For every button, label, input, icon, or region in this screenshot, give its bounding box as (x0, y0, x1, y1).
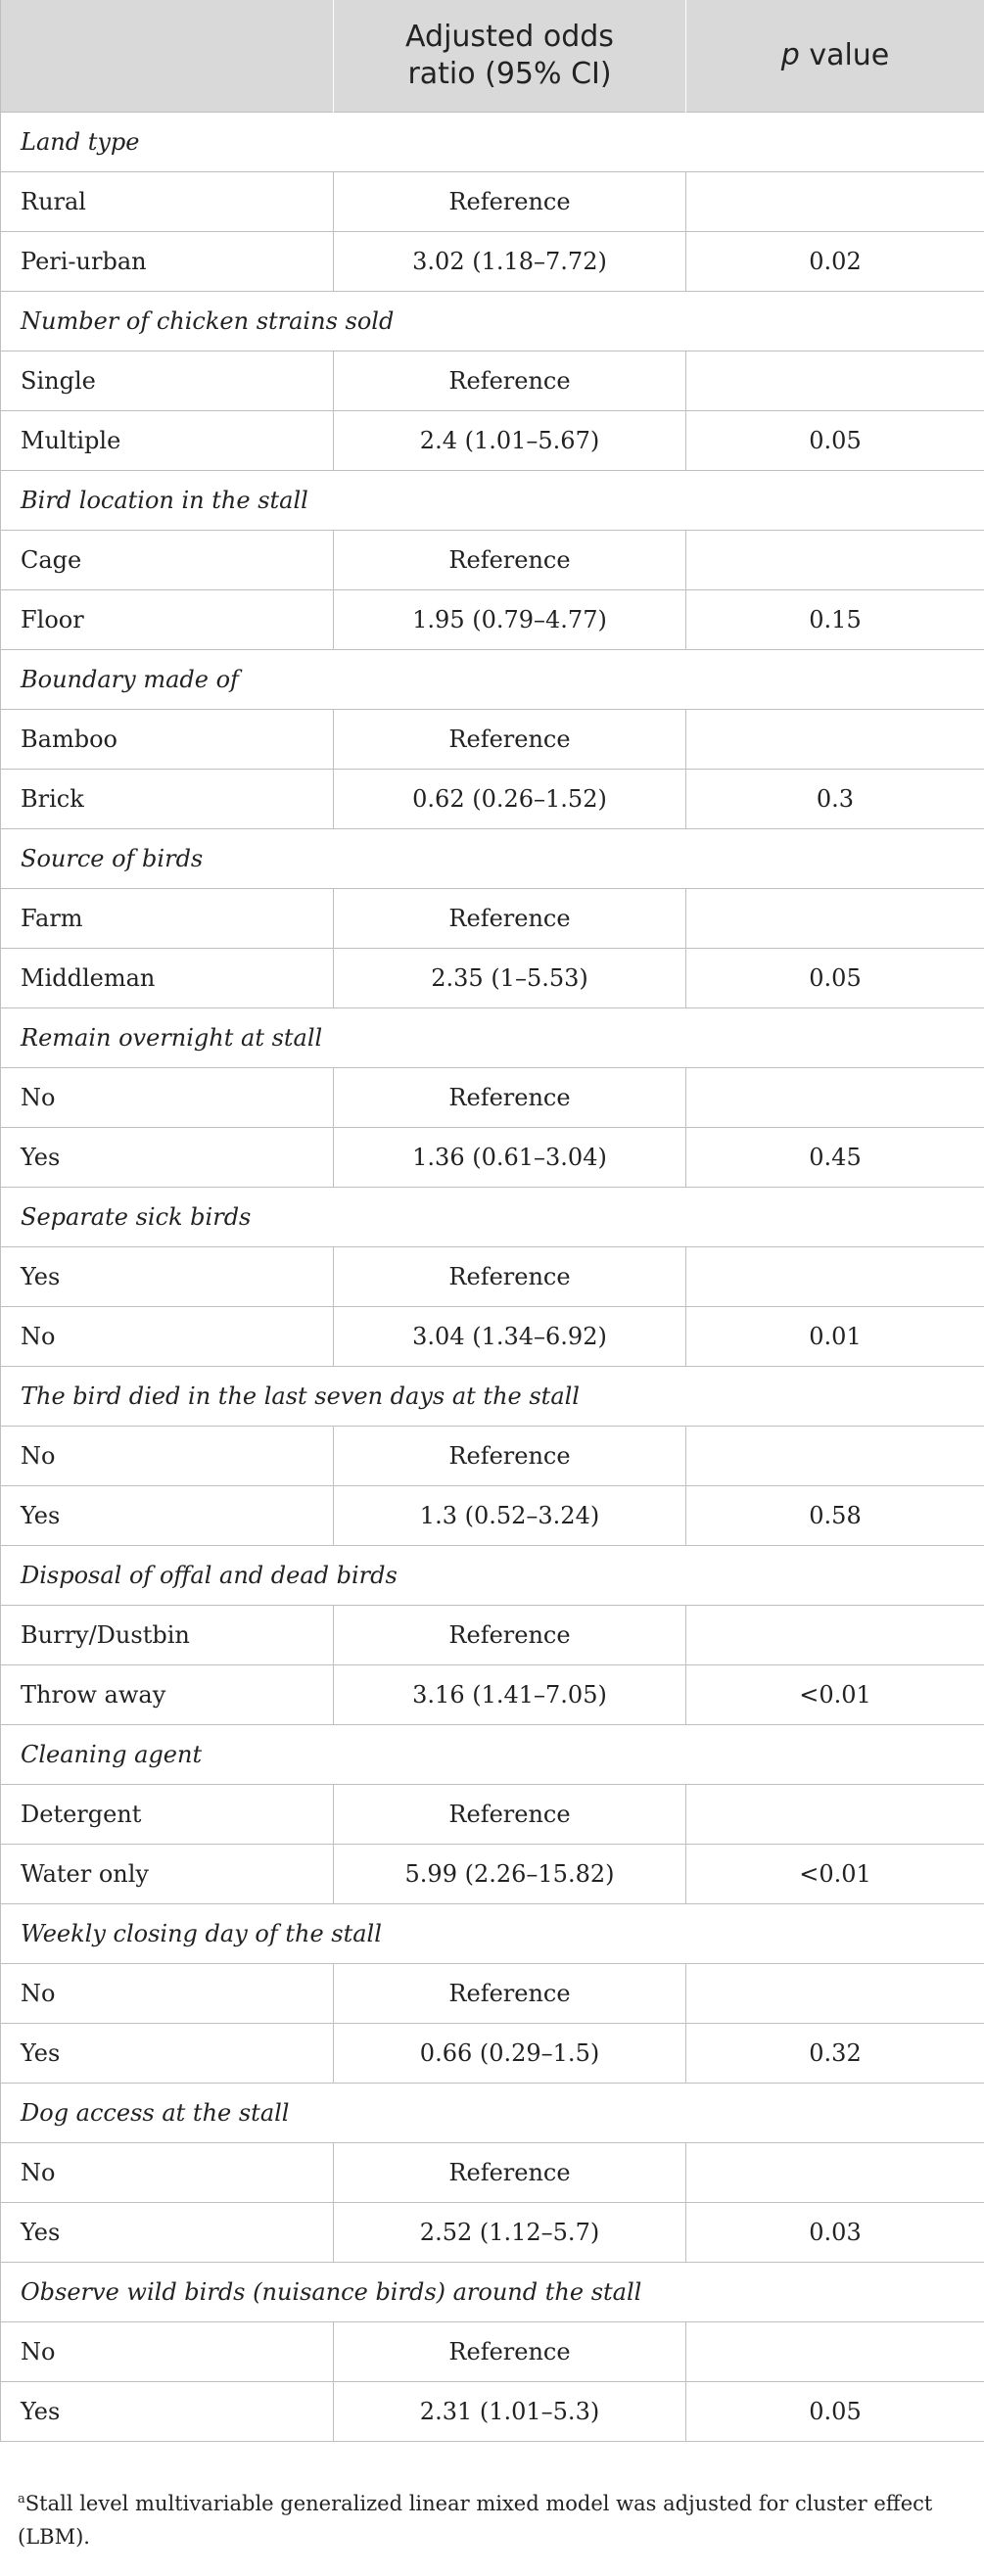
row-p-value: 0.58 (686, 1486, 984, 1546)
row-odds-ratio: 2.52 (1.12–5.7) (334, 2203, 686, 2263)
row-p-value: 0.01 (686, 1307, 984, 1367)
header-variable (1, 0, 334, 113)
row-p-value (686, 351, 984, 411)
row-p-value (686, 1606, 984, 1665)
group-row (1, 2263, 984, 2322)
group-row (1, 1188, 984, 1247)
row-p-value: 0.3 (686, 770, 984, 829)
row-label: No (1, 1307, 334, 1367)
row-p-value (686, 2322, 984, 2382)
group-row (1, 1546, 984, 1606)
table-row (1, 411, 984, 471)
group-title: Separate sick birds (1, 1188, 984, 1247)
table-row (1, 2322, 984, 2382)
row-odds-ratio: Reference (334, 2143, 686, 2203)
table-row (1, 1486, 984, 1546)
table-row (1, 949, 984, 1008)
row-label: Yes (1, 2203, 334, 2263)
table-row (1, 1247, 984, 1307)
row-p-value (686, 531, 984, 590)
group-row (1, 1725, 984, 1785)
table-row (1, 1068, 984, 1128)
row-label: No (1, 1427, 334, 1486)
group-row (1, 650, 984, 710)
group-title: Observe wild birds (nuisance birds) around the stall (1, 2263, 984, 2322)
row-label: Yes (1, 1486, 334, 1546)
row-p-value: 0.02 (686, 232, 984, 292)
table-row (1, 1964, 984, 2024)
table-row (1, 1606, 984, 1665)
row-odds-ratio: 0.66 (0.29–1.5) (334, 2024, 686, 2084)
row-odds-ratio: 0.62 (0.26–1.52) (334, 770, 686, 829)
row-label: Yes (1, 2382, 334, 2442)
group-title: Disposal of offal and dead birds (1, 1546, 984, 1606)
header-aor-line2: ratio (95% CI) (407, 57, 612, 91)
row-label: No (1, 1068, 334, 1128)
row-label: No (1, 1964, 334, 2024)
row-odds-ratio: 2.4 (1.01–5.67) (334, 411, 686, 471)
group-title: Land type (1, 113, 984, 172)
row-label: No (1, 2322, 334, 2382)
row-odds-ratio: Reference (334, 889, 686, 949)
row-label: Brick (1, 770, 334, 829)
header-p-value (686, 0, 984, 113)
row-label: Multiple (1, 411, 334, 471)
row-p-value: 0.03 (686, 2203, 984, 2263)
row-odds-ratio: 3.04 (1.34–6.92) (334, 1307, 686, 1367)
row-odds-ratio: 5.99 (2.26–15.82) (334, 1845, 686, 1904)
row-label: Rural (1, 172, 334, 232)
row-odds-ratio: 1.3 (0.52–3.24) (334, 1486, 686, 1546)
row-p-value: 0.05 (686, 949, 984, 1008)
table-row (1, 232, 984, 292)
row-label: Bamboo (1, 710, 334, 770)
group-row (1, 292, 984, 351)
row-odds-ratio: 3.02 (1.18–7.72) (334, 232, 686, 292)
header-p-rest: value (799, 38, 890, 72)
table-row (1, 770, 984, 829)
row-label: Yes (1, 1128, 334, 1188)
row-p-value: 0.15 (686, 590, 984, 650)
row-odds-ratio: 3.16 (1.41–7.05) (334, 1665, 686, 1725)
row-odds-ratio: Reference (334, 1068, 686, 1128)
table-row (1, 172, 984, 232)
table-footnote (18, 2487, 958, 2553)
group-title: Remain overnight at stall (1, 1008, 984, 1068)
table-row (1, 2382, 984, 2442)
row-odds-ratio: Reference (334, 1427, 686, 1486)
group-title: Boundary made of (1, 650, 984, 710)
table-row (1, 1307, 984, 1367)
table-row (1, 590, 984, 650)
row-odds-ratio: Reference (334, 1785, 686, 1845)
header-adjusted-odds-ratio (334, 0, 686, 113)
group-row (1, 2084, 984, 2143)
row-p-value: <0.01 (686, 1665, 984, 1725)
row-odds-ratio: 1.36 (0.61–3.04) (334, 1128, 686, 1188)
table-row (1, 1128, 984, 1188)
row-odds-ratio: Reference (334, 172, 686, 232)
row-label: Yes (1, 2024, 334, 2084)
table-row (1, 1665, 984, 1725)
row-label: No (1, 2143, 334, 2203)
row-odds-ratio: Reference (334, 1247, 686, 1307)
table-row (1, 1785, 984, 1845)
table-row (1, 2143, 984, 2203)
group-title: Dog access at the stall (1, 2084, 984, 2143)
group-row (1, 113, 984, 172)
row-label: Throw away (1, 1665, 334, 1725)
row-p-value (686, 1247, 984, 1307)
table-row (1, 2024, 984, 2084)
row-p-value: 0.32 (686, 2024, 984, 2084)
row-label: Peri-urban (1, 232, 334, 292)
row-p-value (686, 2143, 984, 2203)
row-p-value (686, 710, 984, 770)
row-label: Single (1, 351, 334, 411)
group-row (1, 1008, 984, 1068)
table-header (1, 0, 984, 113)
row-odds-ratio: Reference (334, 1964, 686, 2024)
group-row (1, 471, 984, 531)
row-label: Farm (1, 889, 334, 949)
header-p-letter: p (780, 38, 800, 72)
table-row (1, 889, 984, 949)
group-title: Bird location in the stall (1, 471, 984, 531)
group-title: Number of chicken strains sold (1, 292, 984, 351)
row-odds-ratio: Reference (334, 1606, 686, 1665)
row-odds-ratio: Reference (334, 2322, 686, 2382)
table-row (1, 1427, 984, 1486)
table-row (1, 531, 984, 590)
group-row (1, 1904, 984, 1964)
row-label: Floor (1, 590, 334, 650)
row-label: Detergent (1, 1785, 334, 1845)
row-label: Cage (1, 531, 334, 590)
group-title: Source of birds (1, 829, 984, 889)
header-aor-line1: Adjusted odds (405, 20, 614, 54)
row-odds-ratio: 1.95 (0.79–4.77) (334, 590, 686, 650)
row-p-value (686, 1964, 984, 2024)
row-p-value (686, 1427, 984, 1486)
row-p-value: 0.05 (686, 2382, 984, 2442)
row-label: Water only (1, 1845, 334, 1904)
row-p-value (686, 889, 984, 949)
group-title: The bird died in the last seven days at the stall (1, 1367, 984, 1427)
group-title: Cleaning agent (1, 1725, 984, 1785)
group-title: Weekly closing day of the stall (1, 1904, 984, 1964)
row-p-value (686, 1068, 984, 1128)
row-odds-ratio: 2.31 (1.01–5.3) (334, 2382, 686, 2442)
footnote-marker: a (18, 2492, 25, 2506)
table-row (1, 351, 984, 411)
row-p-value (686, 172, 984, 232)
row-label: Yes (1, 1247, 334, 1307)
table-row (1, 2203, 984, 2263)
row-p-value (686, 1785, 984, 1845)
row-p-value: 0.05 (686, 411, 984, 471)
table-row (1, 710, 984, 770)
row-label: Burry/Dustbin (1, 1606, 334, 1665)
table-body (1, 113, 984, 2442)
row-odds-ratio: Reference (334, 351, 686, 411)
row-label: Middleman (1, 949, 334, 1008)
group-row (1, 829, 984, 889)
row-odds-ratio: 2.35 (1–5.53) (334, 949, 686, 1008)
group-row (1, 1367, 984, 1427)
row-p-value: 0.45 (686, 1128, 984, 1188)
footnote-text: Stall level multivariable generalized linear mixed model was adjusted for cluster effect (LBM). (18, 2492, 933, 2549)
row-p-value: <0.01 (686, 1845, 984, 1904)
row-odds-ratio: Reference (334, 531, 686, 590)
row-odds-ratio: Reference (334, 710, 686, 770)
table-row (1, 1845, 984, 1904)
